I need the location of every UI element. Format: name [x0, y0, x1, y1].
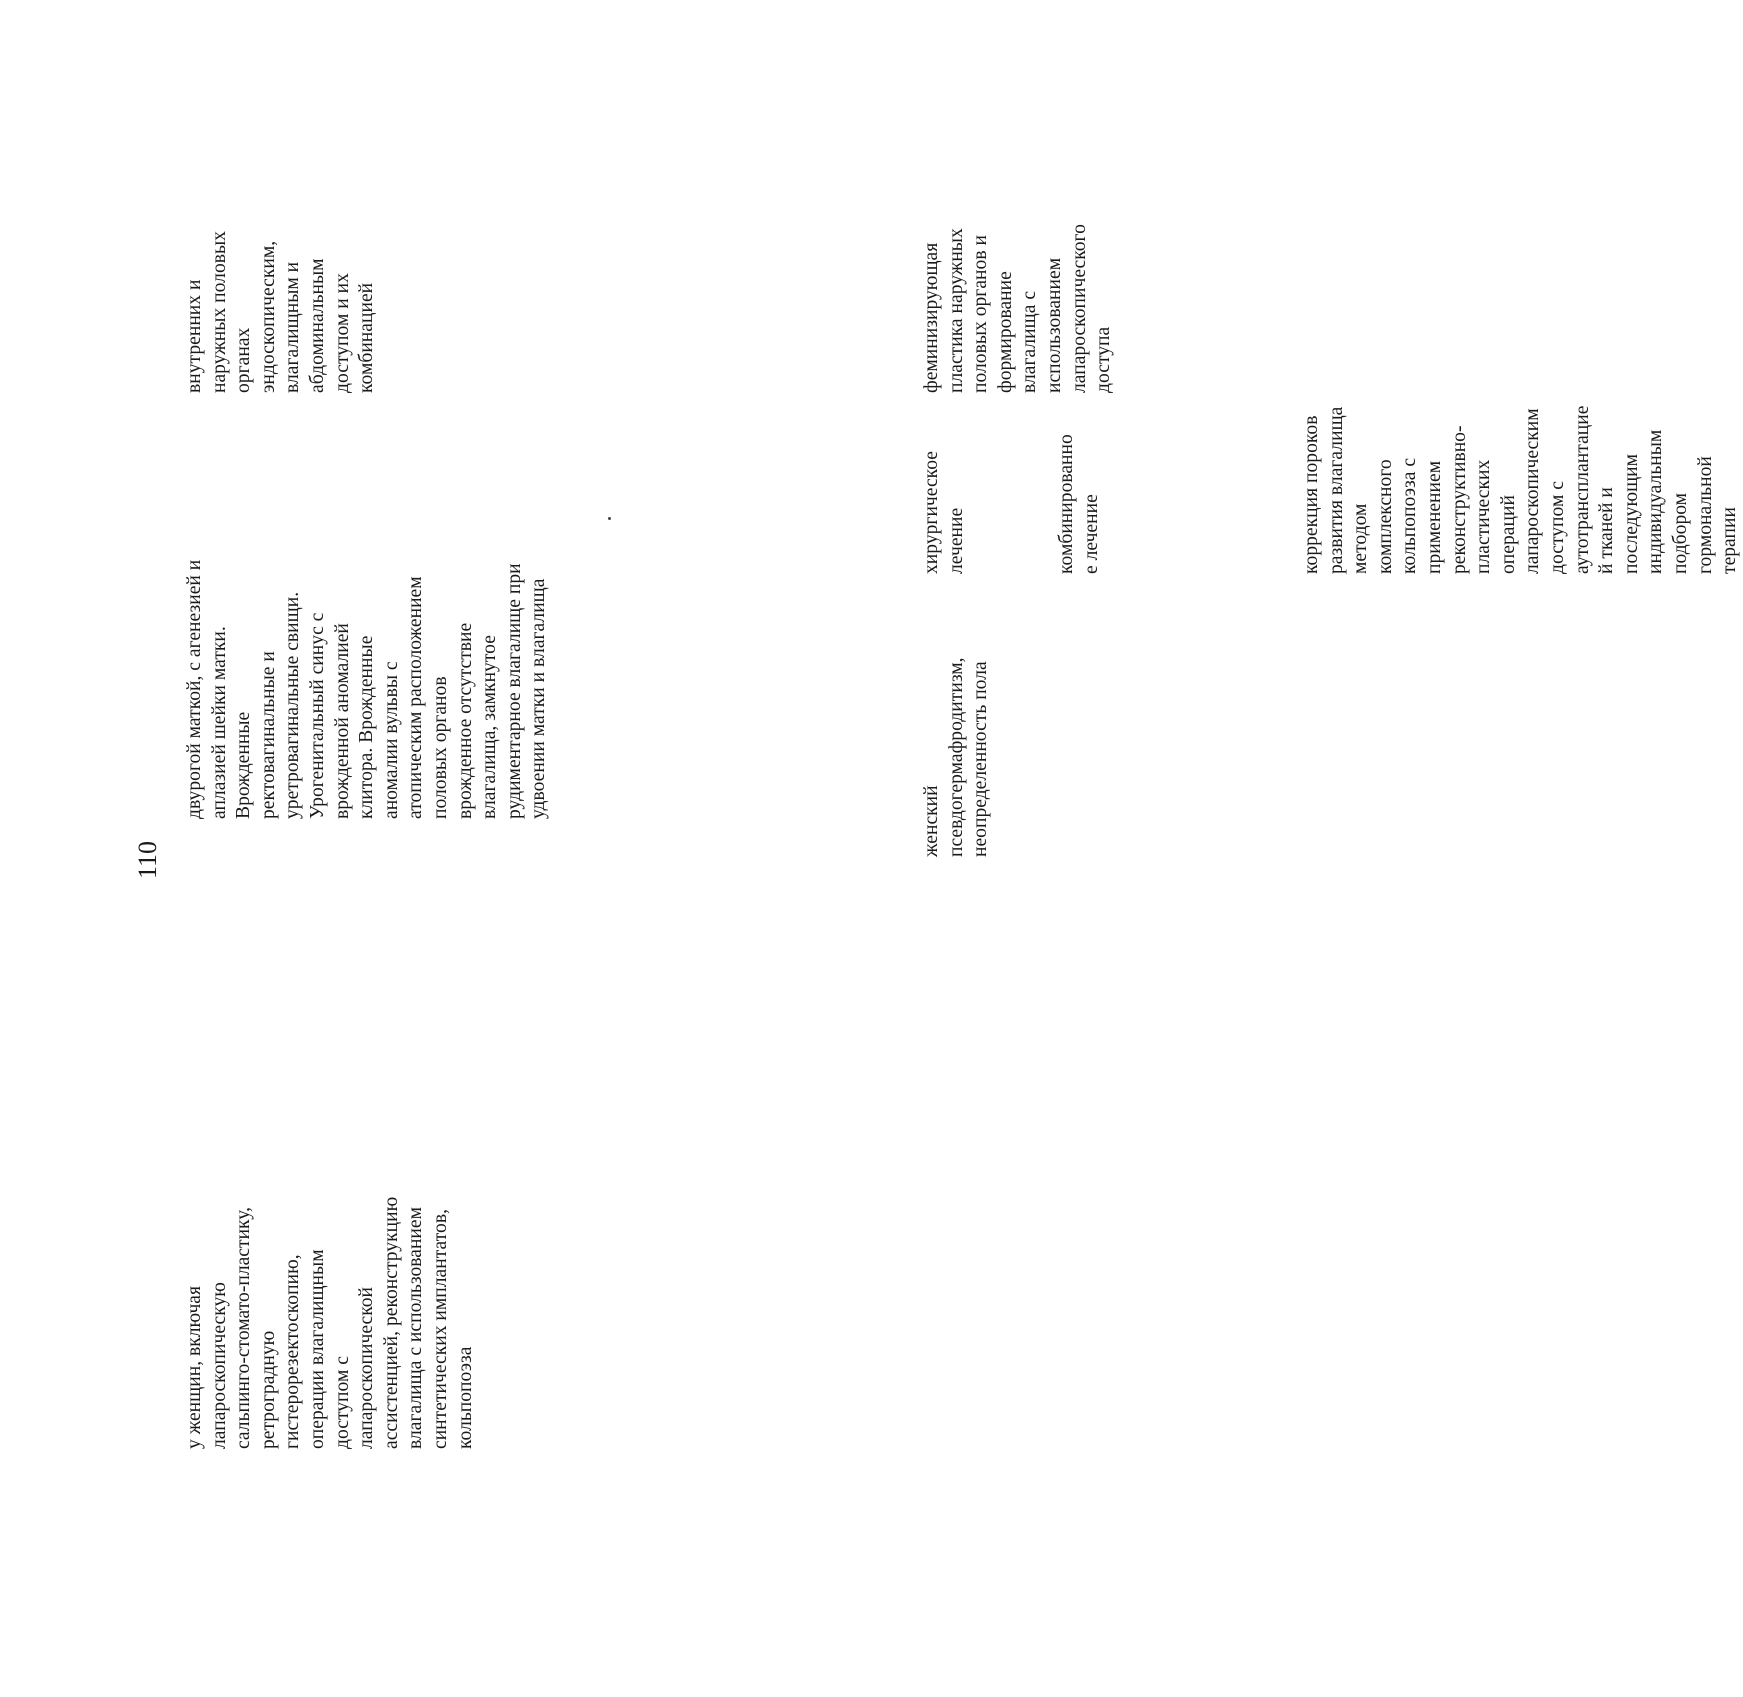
method-endoscopic-access	[183, 231, 380, 393]
text-line: синтетических имплантатов,	[429, 1209, 451, 1449]
text-line: подбором	[1669, 492, 1691, 574]
text-line: хирургическое	[921, 451, 942, 574]
text-line: доступом и их	[331, 273, 353, 393]
text-line: лапароскопическим	[1522, 408, 1544, 574]
text-line: клитора. Врожденные	[356, 635, 378, 819]
text-line: лечение	[945, 507, 967, 574]
text-line: операций	[1497, 495, 1519, 574]
text-line: аномалии вульвы с	[380, 661, 402, 819]
treatment-type-combined	[1055, 434, 1104, 574]
text-line: лапароскопической	[356, 1286, 378, 1449]
text-line: ассистенцией, реконструкцию	[380, 1196, 402, 1449]
text-line: применением	[1423, 460, 1445, 574]
text-line: комбинацией	[356, 282, 378, 393]
diagnosis-pseudohermaphroditism	[920, 657, 994, 857]
text-line: влагалища с использованием	[405, 1206, 427, 1449]
text-line: лапароскопическую	[208, 1282, 230, 1449]
text-line: псевдогермафродитизм,	[945, 657, 967, 857]
text-line: операции влагалищным	[306, 1249, 328, 1449]
text-line: доступа	[1093, 326, 1115, 393]
text-line: реконструктивно-	[1448, 425, 1470, 574]
text-line: кольпопоэза	[454, 1346, 476, 1449]
text-line: влагалища с	[1019, 290, 1041, 393]
text-line: Урогенитальный синус с	[306, 612, 328, 819]
text-line: наружных половых	[208, 231, 230, 393]
text-line: аплазией шейки матки.	[208, 626, 230, 819]
text-line: у женщин, включая	[184, 1285, 205, 1449]
text-line: терапии	[1719, 507, 1741, 574]
text-line: развития влагалища	[1325, 406, 1347, 574]
text-line: влагалища, замкнутое	[479, 635, 501, 819]
text-line: аутотрансплантацие	[1571, 405, 1593, 574]
method-colpopoiesis	[1300, 406, 1743, 574]
text-line: неопределенность пола	[970, 661, 992, 857]
text-line: врожденной аномалией	[331, 623, 353, 819]
text-line: й тканей и	[1596, 487, 1618, 574]
stray-dot	[608, 517, 611, 520]
text-line: атопическим расположением	[405, 576, 427, 819]
text-line: рудиментарное влагалище при	[503, 563, 525, 819]
text-line: доступом с	[1546, 481, 1568, 574]
text-line: Врожденные	[233, 711, 255, 819]
text-line: гистерорезектоскопию,	[282, 1254, 304, 1449]
text-line: комбинированно	[1056, 434, 1077, 574]
method-feminizing-plasty	[920, 224, 1117, 393]
left-column-procedures	[183, 1197, 478, 1449]
text-line: врожденное отсутствие	[454, 622, 476, 819]
text-line: комплексного	[1374, 459, 1396, 574]
text-line: доступом с	[331, 1356, 353, 1449]
diagnosis-congenital-anomalies	[183, 560, 552, 819]
text-line: половых органов	[429, 676, 451, 819]
text-line: кольпопоэза с	[1399, 457, 1421, 574]
text-line: использованием	[1043, 257, 1065, 393]
text-line: органах	[233, 327, 255, 393]
page-number: 110	[133, 840, 162, 879]
text-line: лапароскопического	[1068, 224, 1090, 393]
text-line: методом	[1350, 503, 1372, 574]
text-line: индивидуальным	[1645, 429, 1667, 574]
text-line: феминизирующая	[921, 242, 942, 393]
treatment-type-surgical	[920, 451, 969, 574]
text-line: пластика наружных	[945, 228, 967, 393]
text-line: эндоскопическим,	[257, 240, 279, 393]
text-line: удвоении матки и влагалища	[528, 578, 550, 819]
text-line: формирование	[994, 271, 1016, 393]
text-line: гормональной	[1694, 456, 1716, 574]
text-line: коррекция пороков	[1301, 415, 1322, 574]
text-line: влагалищным и	[282, 261, 304, 393]
text-line: пластических	[1473, 459, 1495, 574]
text-line: е лечение	[1080, 494, 1102, 574]
text-line: сальпинго-стомато-пластику,	[233, 1206, 255, 1449]
text-line: абдоминальным	[306, 258, 328, 393]
text-line: двурогой маткой, с агенезией и	[184, 559, 205, 819]
text-line: ректовагинальные и	[257, 651, 279, 819]
text-line: последующим	[1620, 453, 1642, 574]
text-line: уретровагинальные свищи.	[282, 591, 304, 819]
text-line: половых органов и	[970, 235, 992, 393]
text-line: женский	[921, 785, 942, 857]
text-line: внутренних и	[184, 279, 205, 393]
text-line: ретроградную	[257, 1330, 279, 1449]
